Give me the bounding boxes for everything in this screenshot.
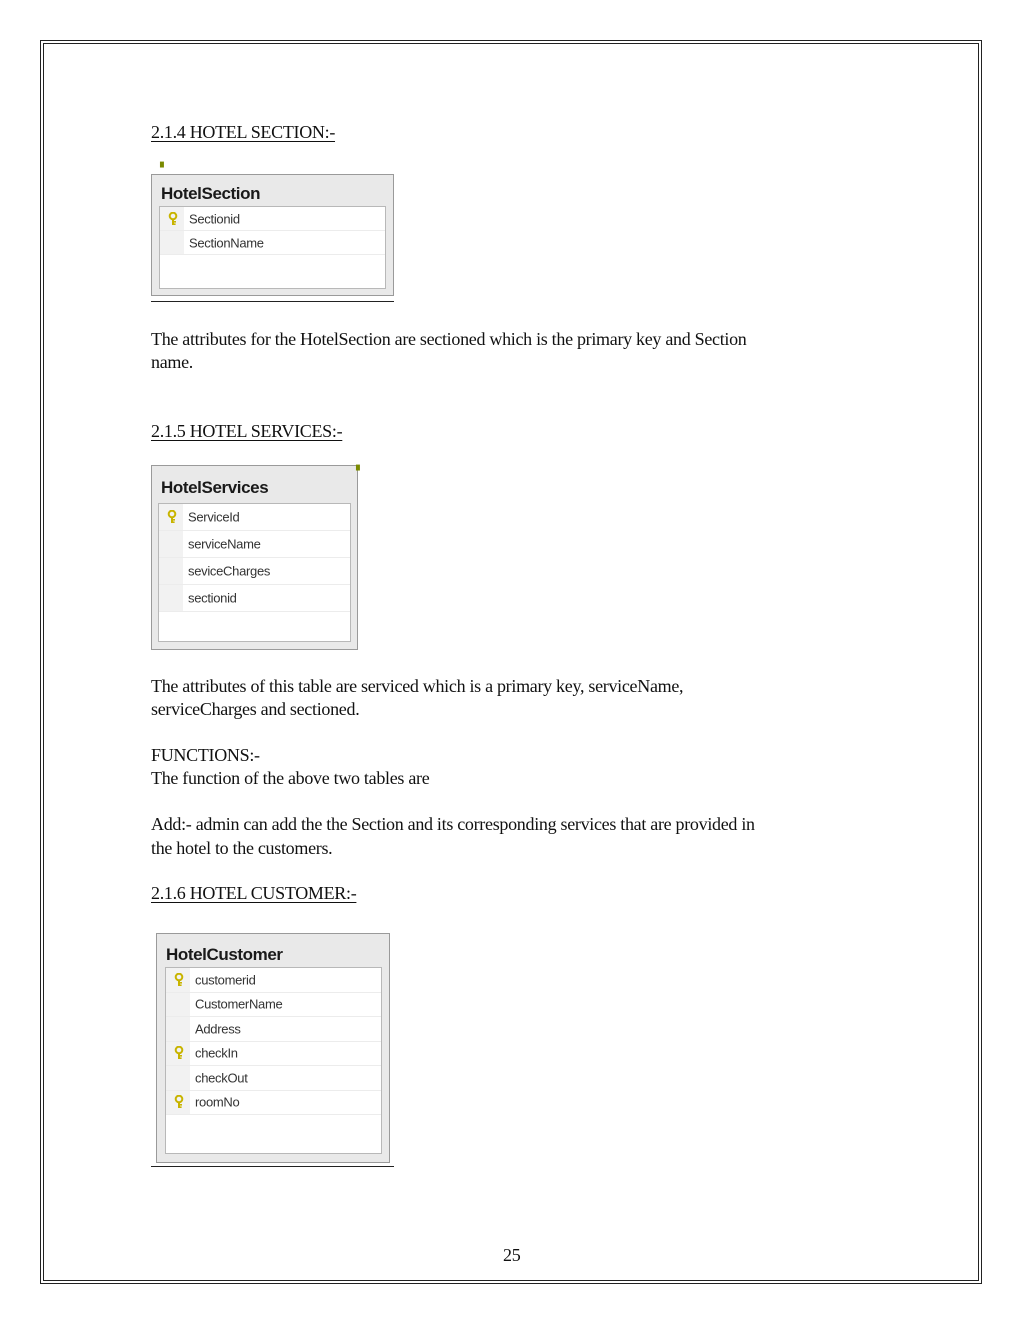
field-row bbox=[166, 1042, 381, 1067]
primary-key-icon bbox=[173, 1095, 185, 1109]
paragraph-line: The attributes of this table are serviced which is a primary key, serviceName, bbox=[151, 676, 684, 696]
field-name: CustomerName bbox=[195, 996, 283, 1012]
paragraph-line: The attributes for the HotelSection are sectioned which is the primary key and Section bbox=[151, 329, 747, 349]
field-row bbox=[160, 231, 385, 255]
rule bbox=[151, 301, 394, 302]
field-row bbox=[166, 1066, 381, 1091]
primary-key-icon bbox=[166, 510, 178, 524]
field-row bbox=[166, 1091, 381, 1116]
rule bbox=[151, 1166, 394, 1167]
row-gutter bbox=[159, 531, 183, 557]
field-row bbox=[166, 968, 381, 993]
field-name: Sectionid bbox=[189, 211, 240, 226]
field-name: checkIn bbox=[195, 1045, 238, 1061]
entity-title: HotelCustomer bbox=[166, 945, 283, 964]
paragraph-line: serviceCharges and sectioned. bbox=[151, 699, 360, 719]
field-name: serviceName bbox=[188, 536, 261, 552]
field-name: customerid bbox=[195, 972, 256, 988]
entity-hotel-customer bbox=[156, 933, 390, 1163]
field-row bbox=[166, 993, 381, 1018]
heading-hotel-customer: 2.1.6 HOTEL CUSTOMER:- bbox=[151, 883, 357, 903]
row-gutter bbox=[160, 231, 184, 254]
field-name: sectionid bbox=[188, 590, 237, 606]
field-name: checkOut bbox=[195, 1070, 248, 1086]
entity-fields bbox=[158, 503, 351, 642]
page-number: 25 bbox=[503, 1245, 521, 1265]
functions-line: The function of the above two tables are bbox=[151, 768, 430, 788]
entity-hotel-services bbox=[151, 465, 358, 650]
functions-add-line: the hotel to the customers. bbox=[151, 838, 333, 858]
functions-heading: FUNCTIONS:- bbox=[151, 745, 260, 765]
field-row bbox=[160, 207, 385, 231]
entity-fields bbox=[159, 206, 386, 289]
entity-fields bbox=[165, 967, 382, 1154]
field-row bbox=[159, 558, 350, 585]
heading-hotel-section: 2.1.4 HOTEL SECTION:- bbox=[151, 122, 336, 142]
field-name: Address bbox=[195, 1021, 241, 1037]
paragraph-line: name. bbox=[151, 352, 193, 372]
relation-mark: ▘ bbox=[160, 163, 168, 174]
relation-mark: ▘ bbox=[356, 466, 364, 477]
field-row bbox=[159, 585, 350, 612]
row-gutter bbox=[159, 558, 183, 584]
field-name: roomNo bbox=[195, 1094, 240, 1110]
entity-title: HotelSection bbox=[161, 184, 261, 203]
entity-hotel-section bbox=[151, 174, 394, 296]
field-row bbox=[166, 1017, 381, 1042]
entity-title: HotelServices bbox=[161, 478, 269, 497]
primary-key-icon bbox=[167, 212, 179, 226]
field-row bbox=[159, 531, 350, 558]
field-name: SectionName bbox=[189, 235, 264, 250]
functions-add-line: Add:- admin can add the the Section and its corresponding services that are provided in bbox=[151, 814, 755, 834]
heading-hotel-services: 2.1.5 HOTEL SERVICES:- bbox=[151, 421, 343, 441]
row-gutter bbox=[166, 1066, 190, 1090]
primary-key-icon bbox=[173, 973, 185, 987]
field-row bbox=[159, 504, 350, 531]
row-gutter bbox=[166, 1017, 190, 1041]
row-gutter bbox=[159, 585, 183, 611]
field-name: seviceCharges bbox=[188, 563, 271, 579]
field-name: ServiceId bbox=[188, 509, 240, 525]
primary-key-icon bbox=[173, 1046, 185, 1060]
row-gutter bbox=[166, 993, 190, 1017]
